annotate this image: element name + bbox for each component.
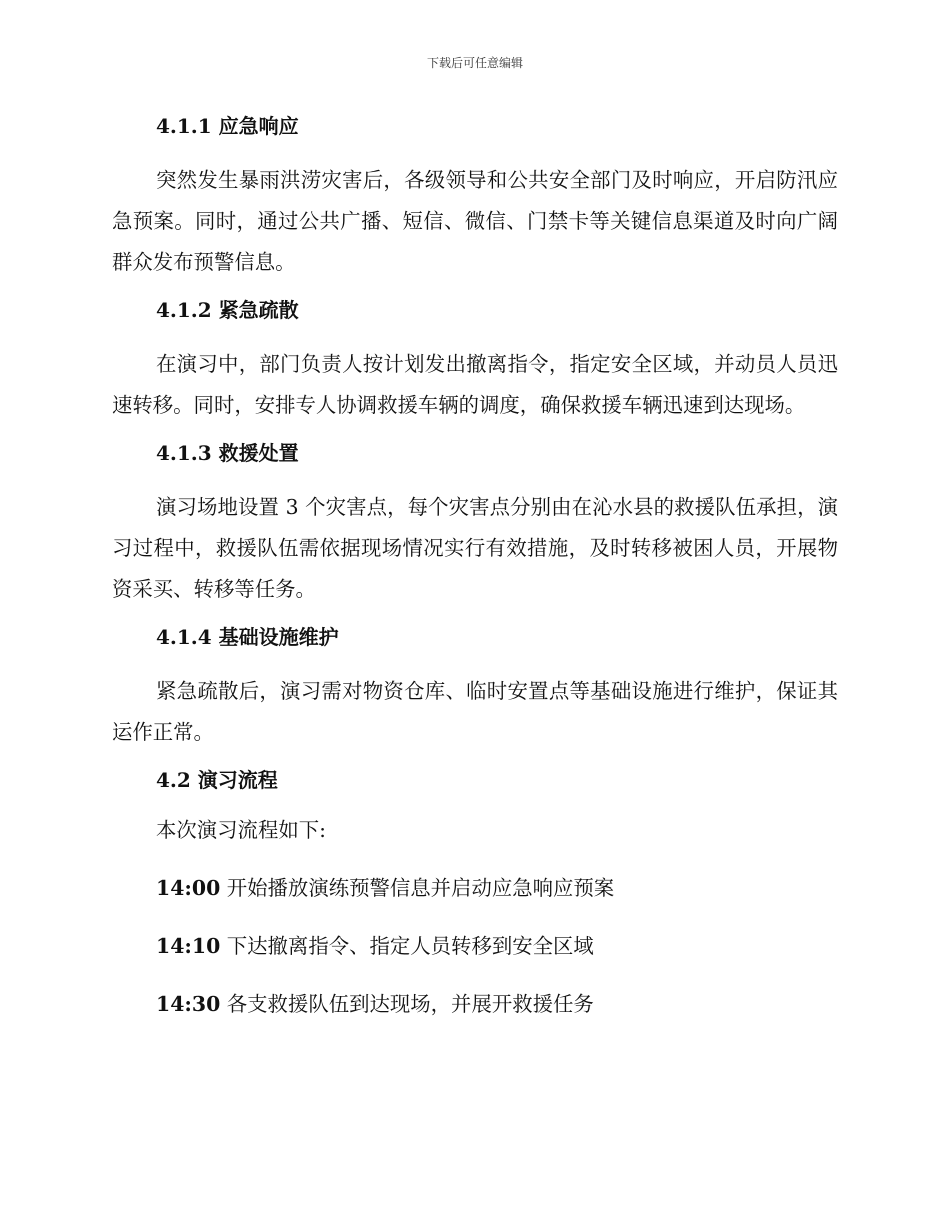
flow-item	[112, 872, 838, 904]
page-header: 下载后可任意编辑	[426, 56, 523, 70]
section-heading-4-2: 4.2 演习流程	[156, 768, 278, 792]
section-heading-4-1-3: 4.1.3 救援处置	[156, 441, 299, 465]
section-body-4-1-3: 演习场地设置 3 个灾害点，每个灾害点分别由在沁水县的救援队伍承担，演习过程中，救援队伍需依据现场情况实行有效措施，及时转移被困人员，开展物资采买、转移等任务。	[112, 495, 838, 601]
flow-item	[112, 988, 838, 1020]
flow-item-text: 各支救援队伍到达现场，并展开救援任务	[220, 992, 594, 1016]
section-heading-4-1-2: 4.1.2 紧急疏散	[156, 298, 299, 322]
flow-item	[112, 930, 838, 962]
section-heading-4-1-4: 4.1.4 基础设施维护	[156, 625, 339, 649]
section-body-4-1-2: 在演习中，部门负责人按计划发出撤离指令，指定安全区域，并动员人员迅速转移。同时，安排专人协调救援车辆的调度，确保救援车辆迅速到达现场。	[112, 352, 838, 417]
section-heading-4-1-1: 4.1.1 应急响应	[156, 114, 299, 138]
section-body-4-1-1: 突然发生暴雨洪涝灾害后，各级领导和公共安全部门及时响应，开启防汛应急预案。同时，通过公共广播、短信、微信、门禁卡等关键信息渠道及时向广阔群众发布预警信息。	[112, 168, 838, 274]
flow-item-text: 下达撤离指令、指定人员转移到安全区域	[220, 934, 594, 958]
section-body-4-1-4: 紧急疏散后，演习需对物资仓库、临时安置点等基础设施进行维护，保证其运作正常。	[112, 679, 838, 744]
flow-intro: 本次演习流程如下:	[156, 818, 326, 842]
document-body	[112, 110, 838, 1046]
flow-item-text: 开始播放演练预警信息并启动应急响应预案	[220, 876, 615, 900]
flow-item-time: 14:10	[156, 934, 221, 958]
flow-item-time: 14:00	[156, 876, 221, 900]
flow-item-time: 14:30	[156, 992, 221, 1016]
